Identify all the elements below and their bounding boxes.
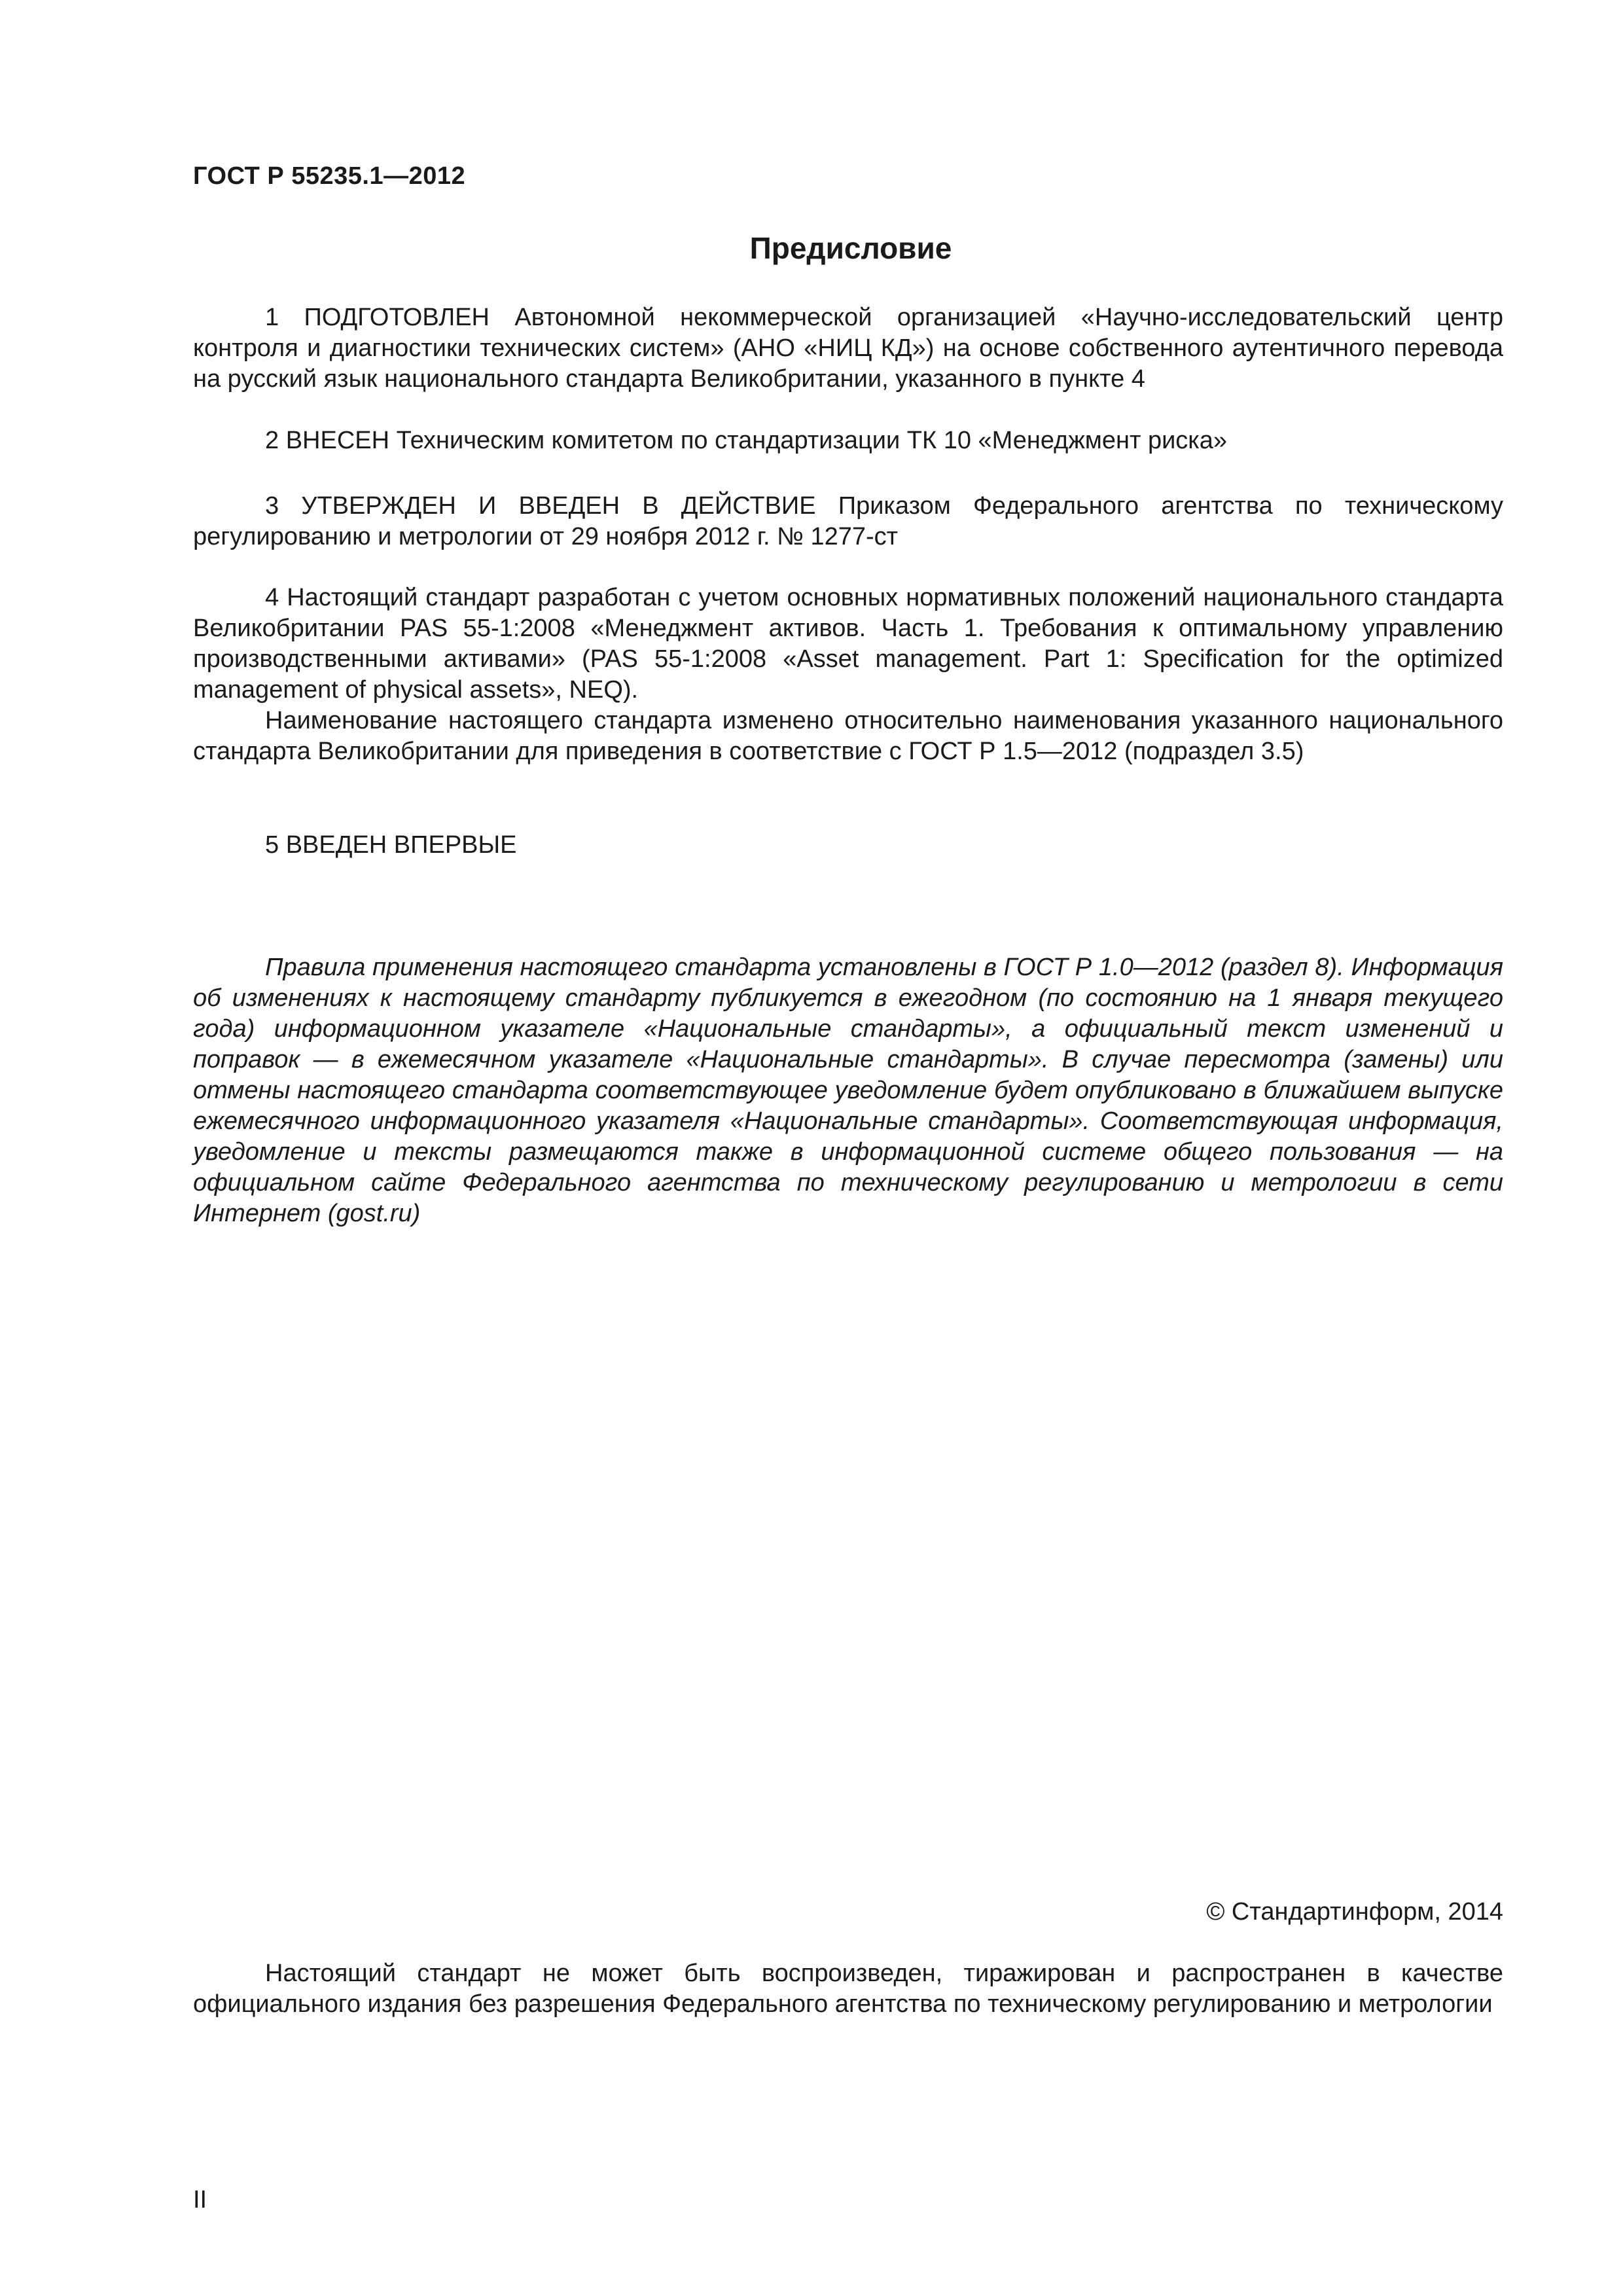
- preface-item-4: [193, 583, 1503, 767]
- preface-item-4-text: 4 Настоящий стандарт разработан с учетом основных нормативных положений национального стандарта Великобритании PAS 55-1:2008 «Менеджмент активов. Часть 1. Требования к оптимальному управлению производственными активами» (PAS 55-1:2008 «Asset management. Part 1: Specification for the optimized management of physical assets», NEQ).: [193, 584, 1503, 704]
- page-number: II: [193, 2186, 207, 2214]
- preface-item-1-text: 1 ПОДГОТОВЛЕН Автономной некоммерческой организацией «Научно-исследовательский центр контроля и диагностики технических систем» (АНО «НИЦ КД») на основе собственного аутентичного перевода на русский язык национального стандарта Великобритании, указанного в пункте 4: [193, 304, 1503, 393]
- application-notice-text: Правила применения настоящего стандарта установлены в ГОСТ Р 1.0—2012 (раздел 8). Информация об изменениях к настоящему стандарту публикуется в ежегодном (по состоянию на 1 января текущего года) информационном указателе «Национальные стандарты», а официальный текст изменений и поправок — в ежемесячном указателе «Национальные стандарты». В случае пересмотра (замены) или отмены настоящего стандарта соответствующее уведомление будет опубликовано в ближайшем выпуске ежемесячного информационного указателя «Национальные стандарты». Соответствующая информация, уведомление и тексты размещаются также в информационной системе общего пользования — на официальном сайте Федерального агентства по техническому регулированию и метрологии в сети Интернет (gost.ru): [193, 954, 1503, 1227]
- preface-item-3: [193, 491, 1503, 552]
- application-notice: [193, 952, 1503, 1229]
- preface-item-1: [193, 302, 1503, 395]
- preface-item-2: [193, 425, 1503, 456]
- document-code: ГОСТ Р 55235.1—2012: [193, 162, 466, 190]
- reproduction-notice: [193, 1958, 1503, 2020]
- reproduction-notice-text: Настоящий стандарт не может быть воспроизведен, тиражирован и распространен в качестве официального издания без разрешения Федерального агентства по техническому регулированию и метрологии: [193, 1960, 1503, 2018]
- preface-item-2-text: 2 ВНЕСЕН Техническим комитетом по стандартизации ТК 10 «Менеджмент риска»: [265, 427, 1228, 454]
- preface-item-4-note: Наименование настоящего стандарта изменено относительно наименования указанного национального стандарта Великобритании для приведения в соответствие с ГОСТ Р 1.5—2012 (подраздел 3.5): [193, 707, 1503, 765]
- page-title: Предисловие: [749, 231, 952, 265]
- copyright: © Стандартинформ, 2014: [1206, 1898, 1503, 1926]
- preface-item-3-text: 3 УТВЕРЖДЕН И ВВЕДЕН В ДЕЙСТВИЕ Приказом Федерального агентства по техническому регулированию и метрологии от 29 ноября 2012 г. № 1277-ст: [193, 492, 1503, 550]
- preface-item-5-text: 5 ВВЕДЕН ВПЕРВЫЕ: [265, 831, 517, 859]
- preface-item-5: [193, 830, 1503, 861]
